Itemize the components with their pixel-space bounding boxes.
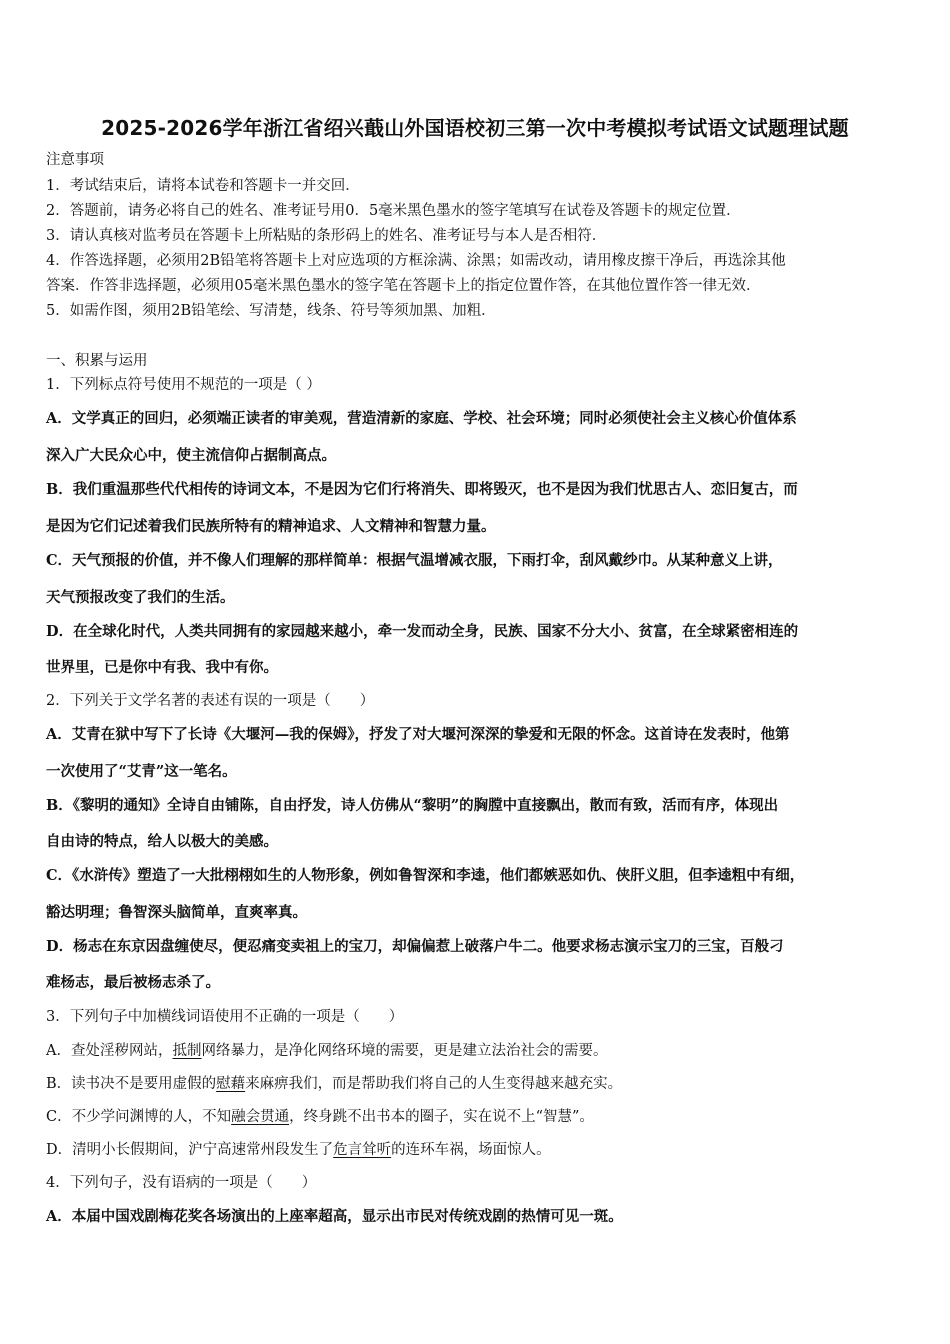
q4-option-a: A．本届中国戏剧梅花奖各场演出的上座率超高，显示出市民对传统戏剧的热情可见一斑。 <box>46 1208 623 1225</box>
q1-option-b: B．我们重温那些代代相传的诗词文本，不是因为它们行将消失、即将毁灭，也不是因为我们忧思古人、恋旧复古，而 <box>46 481 798 498</box>
notice-heading: 注意事项 <box>46 152 104 168</box>
notice-item: 2．答题前，请务必将自己的姓名、准考证号用0．5毫米黑色墨水的签字笔填写在试卷及答题卡的规定位置． <box>46 203 741 219</box>
notice-item: 1．考试结束后，请将本试卷和答题卡一并交回． <box>46 178 360 194</box>
q3-option-c <box>46 1107 920 1127</box>
q3-option-b-text-rest: 来麻痹我们，而是帮助我们将自己的人生变得越来越充实。 <box>245 1076 623 1092</box>
question-1-stem: 1．下列标点符号使用不规范的一项是（ ） <box>46 377 321 393</box>
q3-option-c-underlined: 融会贯通 <box>231 1109 290 1125</box>
page-title: 2025-2026学年浙江省绍兴蕺山外国语校初三第一次中考模拟考试语文试题理试题 <box>101 116 849 140</box>
q1-option-a: A．文学真正的回归，必须端正读者的审美观，营造清新的家庭、学校、社会环境；同时必须使社会主义核心价值体系 <box>46 410 797 427</box>
q3-option-a-underlined: 抵制 <box>172 1043 202 1059</box>
q1-option-c-cont: 天气预报改变了我们的生活。 <box>46 589 235 606</box>
q3-option-b <box>46 1074 920 1094</box>
q2-option-b-cont: 自由诗的特点，给人以极大的美感。 <box>46 833 278 850</box>
q3-option-a-text: A．查处淫秽网站， <box>46 1043 173 1059</box>
q3-option-d-underlined: 危言耸听 <box>333 1142 392 1158</box>
question-3-stem: 3．下列句子中加横线词语使用不正确的一项是（ ） <box>46 1009 404 1025</box>
q3-option-c-text-rest: ，终身跳不出书本的圈子，实在说不上“智慧”。 <box>289 1109 594 1125</box>
q3-option-c-text: C．不少学问渊博的人，不知 <box>46 1109 232 1125</box>
q2-option-d: D．杨志在东京因盘缠使尽，便忍痛变卖祖上的宝刀，却偏偏惹上破落户牛二。他要求杨志演示宝刀的三宝，百般刁 <box>46 938 784 955</box>
q1-option-d: D．在全球化时代，人类共同拥有的家园越来越小，牵一发而动全身，民族、国家不分大小、贫富，在全球紧密相连的 <box>46 623 799 640</box>
q3-option-b-underlined: 慰藉 <box>216 1076 246 1092</box>
q1-option-d-cont: 世界里，已是你中有我、我中有你。 <box>46 659 278 676</box>
q3-option-d-text: D．清明小长假期间，沪宁高速常州段发生了 <box>46 1142 334 1158</box>
q1-option-b-cont: 是因为它们记述着我们民族所特有的精神追求、人文精神和智慧力量。 <box>46 518 496 535</box>
section-heading: 一、积累与运用 <box>46 353 148 369</box>
q1-option-a-cont: 深入广大民众心中，使主流信仰占据制高点。 <box>46 447 336 464</box>
q3-option-d-text-rest: 的连环车祸，场面惊人。 <box>391 1142 551 1158</box>
notice-item: 3．请认真核对监考员在答题卡上所粘贴的条形码上的姓名、准考证号与本人是否相符． <box>46 228 607 244</box>
notice-item: 4．作答选择题，必须用2B铅笔将答题卡上对应选项的方框涂满、涂黑；如需改动，请用橡皮擦干净后，再选涂其他 <box>46 253 786 269</box>
q2-option-d-cont: 难杨志，最后被杨志杀了。 <box>46 974 220 991</box>
q3-option-a <box>46 1041 920 1061</box>
question-4-stem: 4．下列句子，没有语病的一项是（ ） <box>46 1175 317 1191</box>
q2-option-b: B．《黎明的通知》全诗自由铺陈，自由抒发，诗人仿佛从“黎明”的胸膛中直接飘出，散而有致，活而有序，体现出 <box>46 797 779 814</box>
q2-option-c: C．《水浒传》塑造了一大批栩栩如生的人物形象，例如鲁智深和李逵，他们都嫉恶如仇、侠肝义胆，但李逵粗中有细， <box>46 867 805 884</box>
notice-item: 答案．作答非选择题，必须用05毫米黑色墨水的签字笔在答题卡上的指定位置作答，在其他位置作答一律无效． <box>46 278 761 294</box>
question-2-stem: 2．下列关于文学名著的表述有误的一项是（ ） <box>46 693 375 709</box>
q2-option-a: A．艾青在狱中写下了长诗《大堰河—我的保姆》，抒发了对大堰河深深的挚爱和无限的怀念。这首诗在发表时，他第 <box>46 726 790 743</box>
q3-option-b-text: B．读书决不是要用虚假的 <box>46 1076 217 1092</box>
q2-option-a-cont: 一次使用了“艾青”这一笔名。 <box>46 763 237 780</box>
q2-option-c-cont: 豁达明理；鲁智深头脑简单，直爽率真。 <box>46 904 307 921</box>
q1-option-c: C．天气预报的价值，并不像人们理解的那样简单：根据气温增减衣服，下雨打伞，刮风戴纱巾。从某种意义上讲， <box>46 552 783 569</box>
q3-option-a-text-rest: 网络暴力，是净化网络环境的需要，更是建立法治社会的需要。 <box>201 1043 608 1059</box>
q3-option-d <box>46 1140 920 1160</box>
notice-item: 5．如需作图，须用2B铅笔绘、写清楚，线条、符号等须加黑、加粗． <box>46 303 496 319</box>
